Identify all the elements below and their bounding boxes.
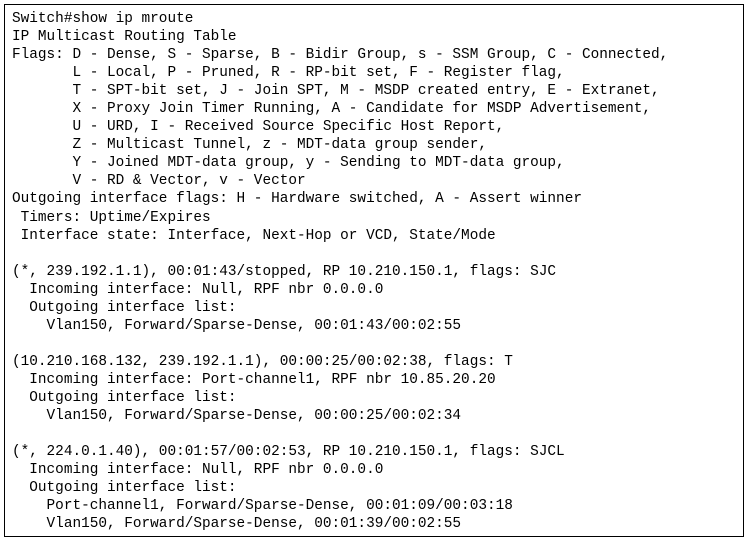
interface-state-line: Interface state: Interface, Next-Hop or VCD, State/Mode — [12, 227, 496, 244]
outgoing-interface-entry: Vlan150, Forward/Sparse-Dense, 00:00:25/00:02:34 — [12, 408, 462, 425]
timers-line: Timers: Uptime/Expires — [12, 209, 211, 226]
route-entry-header: (*, 239.192.1.1), 00:01:43/stopped, RP 10.210.150.1, flags: SJC — [12, 263, 557, 280]
flags-line: Z - Multicast Tunnel, z - MDT-data group sender, — [12, 137, 487, 154]
outgoing-interface-entry: Port-channel1, Forward/Sparse-Dense, 00:01:09/00:03:18 — [12, 498, 513, 515]
blank-line — [12, 335, 743, 353]
outgoing-interface-entry: Vlan150, Forward/Sparse-Dense, 00:01:43/00:02:55 — [12, 317, 462, 334]
outgoing-list-label: Outgoing interface list: — [12, 299, 237, 316]
outgoing-list-label: Outgoing interface list: — [12, 480, 237, 497]
flags-line: Flags: D - Dense, S - Sparse, B - Bidir Group, s - SSM Group, C - Connected, — [12, 47, 669, 64]
command-line: Switch#show ip mroute — [12, 11, 194, 27]
blank-line — [12, 425, 743, 443]
incoming-interface-line: Incoming interface: Null, RPF nbr 0.0.0.0 — [12, 281, 384, 298]
blank-line — [12, 245, 743, 263]
flags-line: U - URD, I - Received Source Specific Host Report, — [12, 119, 505, 136]
flags-line: X - Proxy Join Timer Running, A - Candidate for MSDP Advertisement, — [12, 101, 652, 118]
outgoing-list-label: Outgoing interface list: — [12, 389, 237, 406]
flags-line: L - Local, P - Pruned, R - RP-bit set, F - Register flag, — [12, 65, 565, 82]
route-entry-header: (*, 224.0.1.40), 00:01:57/00:02:53, RP 10.210.150.1, flags: SJCL — [12, 444, 565, 461]
outgoing-flags-line: Outgoing interface flags: H - Hardware switched, A - Assert winner — [12, 191, 582, 208]
terminal-output — [4, 4, 744, 537]
flags-line: Y - Joined MDT-data group, y - Sending to MDT-data group, — [12, 155, 565, 172]
outgoing-interface-entry: Vlan150, Forward/Sparse-Dense, 00:01:39/00:02:55 — [12, 516, 462, 533]
route-entry-header: (10.210.168.132, 239.192.1.1), 00:00:25/00:02:38, flags: T — [12, 353, 513, 370]
flags-line: T - SPT-bit set, J - Join SPT, M - MSDP created entry, E - Extranet, — [12, 83, 660, 100]
incoming-interface-line: Incoming interface: Port-channel1, RPF nbr 10.85.20.20 — [12, 371, 496, 388]
table-title: IP Multicast Routing Table — [12, 29, 237, 46]
incoming-interface-line: Incoming interface: Null, RPF nbr 0.0.0.0 — [12, 462, 384, 479]
flags-line: V - RD & Vector, v - Vector — [12, 173, 306, 190]
